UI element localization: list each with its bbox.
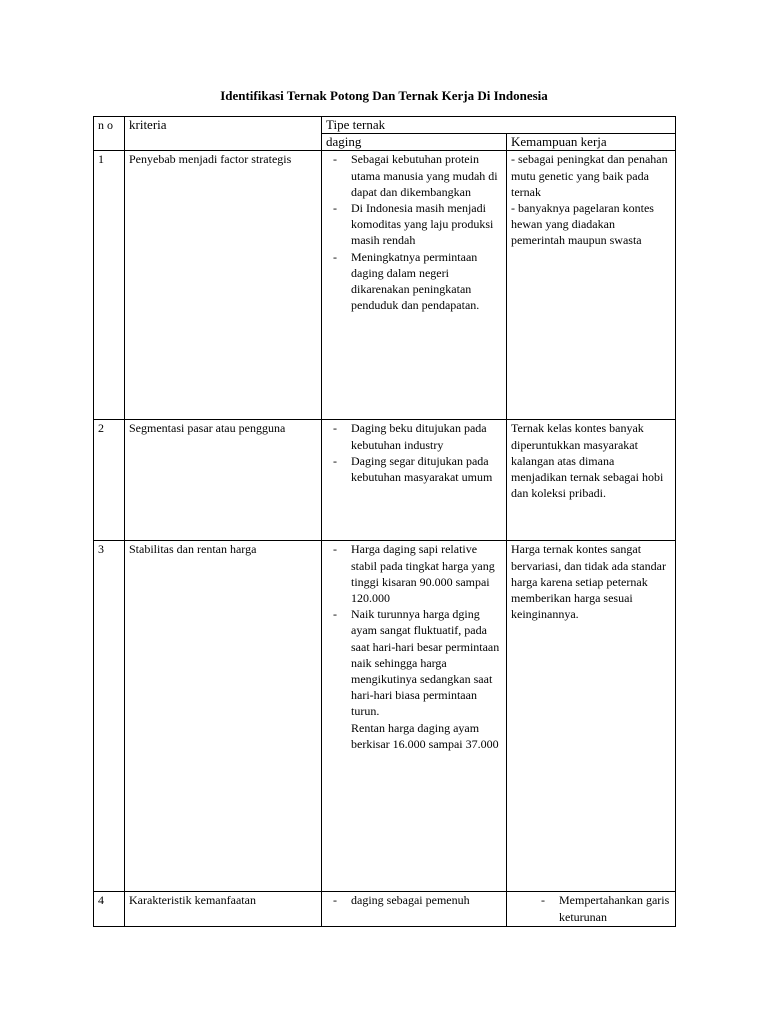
list-item: Ternak kelas kontes banyak diperuntukkan masyarakat kalangan atas dimana menjadikan ternak sebagai hobi dan koleksi pribadi. [511, 421, 664, 501]
header-no: n o [94, 117, 125, 151]
list-item: - Sebagai kebutuhan protein utama manusia yang mudah di dapat dan dikembangkan [326, 151, 502, 200]
row-daging [322, 892, 507, 927]
row-number: 3 [94, 541, 125, 892]
list-item: Harga ternak kontes sangat bervariasi, dan tidak ada standar harga karena setiap peternak memberikan harga sesuai keinginannya. [511, 542, 666, 622]
table-row [94, 151, 676, 420]
row-kriteria: Karakteristik kemanfaatan [125, 892, 322, 927]
row-kemampuan-kerja [507, 420, 676, 541]
list-item: - Daging beku ditujukan pada kebutuhan industry [326, 420, 502, 452]
row-kriteria: Penyebab menjadi factor strategis [125, 151, 322, 420]
row-daging [322, 541, 507, 892]
list-item: - banyaknya pagelaran kontes hewan yang diadakan pemerintah maupun swasta [511, 201, 654, 248]
row-kriteria: Stabilitas dan rentan harga [125, 541, 322, 892]
header-kemampuan-kerja: Kemampuan kerja [507, 134, 676, 151]
row-kriteria: Segmentasi pasar atau pengguna [125, 420, 322, 541]
row-number: 4 [94, 892, 125, 927]
row-daging [322, 420, 507, 541]
list-item: - Mempertahankan garis keturunan [511, 892, 671, 924]
header-tipe-ternak: Tipe ternak [322, 117, 676, 134]
list-item: - Naik turunnya harga dging ayam sangat fluktuatif, pada saat hari-hari besar permintaan naik sehingga harga mengikutinya sedangkan saat hari-hari biasa permintaan turun. [326, 606, 502, 719]
list-item: - sebagai peningkat dan penahan mutu genetic yang baik pada ternak [511, 152, 668, 199]
document-title: Identifikasi Ternak Potong Dan Ternak Kerja Di Indonesia [220, 88, 548, 103]
list-item: - Harga daging sapi relative stabil pada tingkat harga yang tinggi kisaran 90.000 sampai 120.000 [326, 541, 502, 606]
list-item: - daging sebagai pemenuh [326, 892, 502, 908]
list-item: - Meningkatnya permintaan daging dalam negeri dikarenakan peningkatan penduduk dan pendapatan. [326, 249, 502, 314]
table-row [94, 420, 676, 541]
header-daging: daging [322, 134, 507, 151]
table-row [94, 892, 676, 927]
row-number: 2 [94, 420, 125, 541]
row-daging [322, 151, 507, 420]
row-kemampuan-kerja [507, 541, 676, 892]
row-kemampuan-kerja [507, 151, 676, 420]
row-kemampuan-kerja [507, 892, 676, 927]
list-item: - Daging segar ditujukan pada kebutuhan masyarakat umum [326, 453, 502, 485]
criteria-table [93, 116, 676, 927]
table-row [94, 541, 676, 892]
row-number: 1 [94, 151, 125, 420]
list-item: Rentan harga daging ayam berkisar 16.000 sampai 37.000 [351, 720, 499, 751]
header-kriteria: kriteria [125, 117, 322, 151]
list-item: - Di Indonesia masih menjadi komoditas yang laju produksi masih rendah [326, 200, 502, 249]
